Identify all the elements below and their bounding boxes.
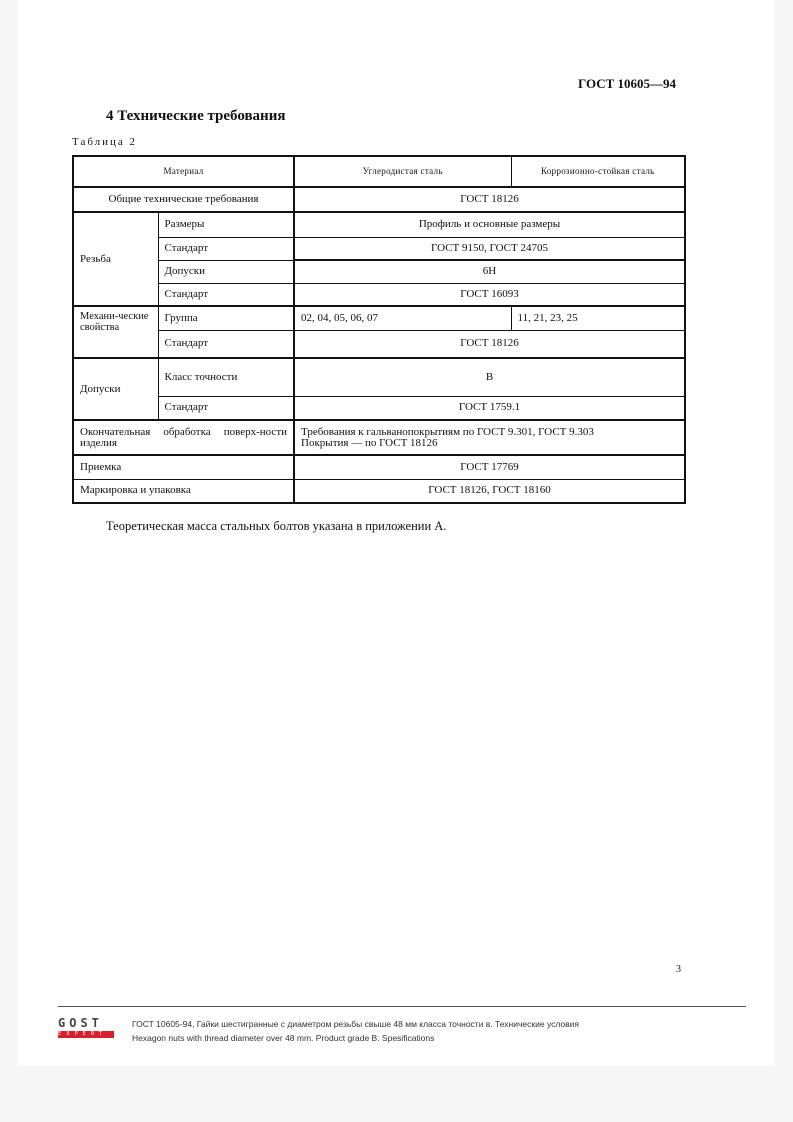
document-id: ГОСТ 10605—94	[578, 76, 677, 91]
logo-top: GOST	[58, 1016, 103, 1030]
row-label: Стандарт	[158, 396, 294, 420]
footer-line-en: Hexagon nuts with thread diameter over 48 mm. Product grade B. Spesifications	[132, 1033, 435, 1043]
footer-line-ru: ГОСТ 10605-94, Гайки шестигранные с диаметром резьбы свыше 48 мм класса точности в. Технические условия	[132, 1019, 580, 1029]
row-label: Группа	[158, 306, 294, 330]
row-label: Окончательная обработка поверх-ности изделия	[73, 420, 294, 455]
row-label: Допуски	[158, 260, 294, 283]
row-label: Стандарт	[158, 237, 294, 260]
table-row	[73, 283, 685, 306]
group-carbon-value: 02, 04, 05, 06, 07	[294, 306, 511, 330]
row-value: ГОСТ 1759.1	[294, 396, 685, 420]
table-row	[73, 187, 685, 212]
table-row	[73, 479, 685, 503]
group-stainless-value: 11, 21, 23, 25	[511, 306, 685, 330]
row-value: ГОСТ 16093	[294, 283, 685, 306]
row-label: Маркировка и упаковка	[73, 479, 294, 503]
header-carbon-steel: Углеродистая сталь	[294, 156, 511, 187]
footer-text	[132, 1017, 579, 1045]
row-label: Класс точности	[158, 358, 294, 396]
table-caption: Таблица 2	[72, 136, 138, 148]
row-value: 6H	[294, 260, 685, 283]
table-row	[73, 455, 685, 479]
group-label: Механи-ческие свойства	[73, 306, 158, 358]
page-number: 3	[676, 964, 681, 975]
row-value: B	[294, 358, 685, 396]
gost-expert-logo	[58, 1017, 116, 1038]
table-row	[73, 330, 685, 358]
table-row	[73, 396, 685, 420]
row-value	[294, 420, 685, 455]
row-label: Стандарт	[158, 330, 294, 358]
note-text: Теоретическая масса стальных болтов указана в приложении А.	[106, 519, 447, 533]
logo-bottom: EXPERT	[58, 1031, 114, 1038]
table-row	[73, 306, 685, 330]
row-label: Общие технические требования	[73, 187, 294, 212]
group-label: Допуски	[73, 358, 158, 420]
row-value: Профиль и основные размеры	[294, 212, 685, 237]
row-label: Стандарт	[158, 283, 294, 306]
row-value: ГОСТ 18126	[294, 330, 685, 358]
row-value: ГОСТ 18126	[294, 187, 685, 212]
row-value: ГОСТ 17769	[294, 455, 685, 479]
header-material: Материал	[73, 156, 294, 187]
requirements-table	[72, 155, 686, 504]
section-title: 4 Технические требования	[106, 108, 286, 124]
header-stainless-steel: Коррозионно-стойкая сталь	[511, 156, 685, 187]
table-header-row	[73, 156, 685, 187]
row-value: ГОСТ 18126, ГОСТ 18160	[294, 479, 685, 503]
footer-divider	[58, 1006, 746, 1007]
row-label: Размеры	[158, 212, 294, 237]
row-value: ГОСТ 9150, ГОСТ 24705	[294, 237, 685, 260]
table-row	[73, 237, 685, 260]
finish-line-2: Покрытия — по ГОСТ 18126	[301, 436, 438, 449]
table-row	[73, 420, 685, 455]
group-label: Резьба	[73, 212, 158, 306]
table-row	[73, 260, 685, 283]
row-label: Приемка	[73, 455, 294, 479]
table-row	[73, 358, 685, 396]
finish-line-1: Требования к гальванопокрытиям по ГОСТ 9.301, ГОСТ 9.303	[301, 425, 594, 438]
table-row	[73, 212, 685, 237]
